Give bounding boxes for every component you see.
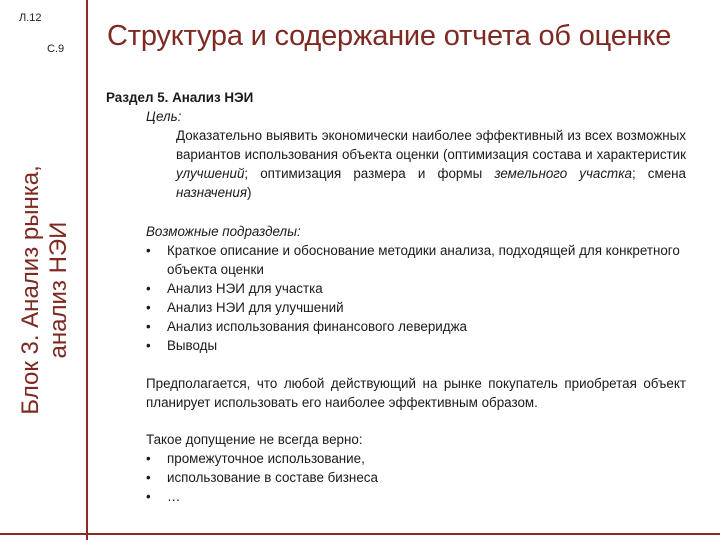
slide-l-number: Л.12 xyxy=(19,12,42,24)
goal-part: Доказательно выявить экономически наиболее эффективный из всех возможных вариантов использования объекта оценки (оптимизация состава и характеристик xyxy=(176,128,686,162)
section-heading: Раздел 5. Анализ НЭИ xyxy=(106,90,254,105)
list-item: • Анализ использования финансового левериджа xyxy=(146,317,686,336)
goal-label: Цель: xyxy=(146,109,182,124)
goal-part-emphasis: земельного участка xyxy=(494,166,632,181)
bottom-divider xyxy=(0,533,720,535)
subsections-list xyxy=(146,241,686,355)
content-area xyxy=(106,88,686,506)
list-item: • Краткое описание и обоснование методики анализа, подходящей для конкретного объекта оценки xyxy=(146,241,686,279)
list-item: • Анализ НЭИ для улучшений xyxy=(146,298,686,317)
assumption-block xyxy=(106,374,686,412)
slide-s-number: С.9 xyxy=(47,43,65,55)
list-item: • Выводы xyxy=(146,336,686,355)
subsections-block xyxy=(106,222,686,355)
list-item: • промежуточное использование, xyxy=(146,449,686,468)
side-label-line1: Блок 3. Анализ рынка, xyxy=(17,165,44,415)
page-title: Структура и содержание отчета об оценке xyxy=(107,20,672,52)
list-item: • … xyxy=(146,487,686,506)
goal-part-emphasis: улучшений xyxy=(176,166,245,181)
list-item: • использование в составе бизнеса xyxy=(146,468,686,487)
caveat-list xyxy=(146,449,686,506)
goal-part: ; смена xyxy=(631,166,687,181)
goal-text xyxy=(106,126,686,202)
caveat-block xyxy=(106,430,686,506)
goal-part-emphasis: назначения xyxy=(176,185,248,200)
caveat-lead: Такое допущение не всегда верно: xyxy=(146,432,363,447)
goal-part: ; оптимизация размера и формы xyxy=(244,166,495,181)
subsections-label: Возможные подразделы: xyxy=(146,224,301,239)
list-item: • Анализ НЭИ для участка xyxy=(146,279,686,298)
assumption-text: Предполагается, что любой действующий на рынке покупатель приобретая объект планирует использовать его наиболее эффективным образом. xyxy=(146,376,686,410)
vertical-divider xyxy=(86,0,88,540)
side-label-line2: анализ НЭИ xyxy=(45,221,72,359)
goal-part: ) xyxy=(247,185,252,200)
side-block-label xyxy=(17,165,73,415)
